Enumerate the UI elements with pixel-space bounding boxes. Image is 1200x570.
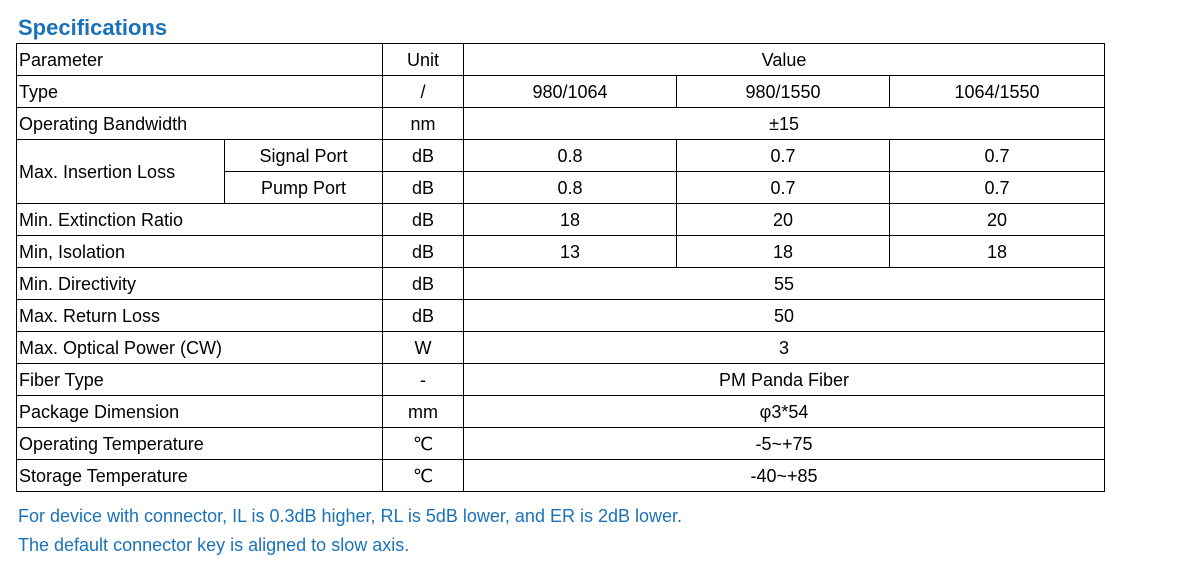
param-label: Storage Temperature — [17, 460, 383, 492]
param-label: Min, Isolation — [17, 236, 383, 268]
unit-cell: ℃ — [383, 460, 464, 492]
table-row-isolation — [17, 236, 1105, 268]
value-cell: -40~+85 — [464, 460, 1105, 492]
param-label: Max. Return Loss — [17, 300, 383, 332]
value-cell: 50 — [464, 300, 1105, 332]
table-row-fiber-type — [17, 364, 1105, 396]
value-cell: 18 — [677, 236, 890, 268]
unit-cell: dB — [383, 268, 464, 300]
table-row-operating-bandwidth — [17, 108, 1105, 140]
value-cell: 55 — [464, 268, 1105, 300]
table-row-type — [17, 76, 1105, 108]
param-label: Max. Optical Power (CW) — [17, 332, 383, 364]
value-cell: 0.7 — [677, 172, 890, 204]
param-label: Fiber Type — [17, 364, 383, 396]
header-value: Value — [464, 44, 1105, 76]
param-label: Min. Directivity — [17, 268, 383, 300]
unit-cell: nm — [383, 108, 464, 140]
table-row-storage-temperature — [17, 460, 1105, 492]
value-cell: 18 — [464, 204, 677, 236]
unit-cell: / — [383, 76, 464, 108]
note-connector-key: The default connector key is aligned to slow axis. — [18, 535, 410, 555]
sub-param-label: Signal Port — [225, 140, 383, 172]
value-cell: 1064/1550 — [890, 76, 1105, 108]
table-row-extinction-ratio — [17, 204, 1105, 236]
table-row-return-loss — [17, 300, 1105, 332]
value-cell: 980/1550 — [677, 76, 890, 108]
param-label: Operating Temperature — [17, 428, 383, 460]
unit-cell: dB — [383, 236, 464, 268]
value-cell: 3 — [464, 332, 1105, 364]
value-cell: 0.7 — [677, 140, 890, 172]
param-label: Min. Extinction Ratio — [17, 204, 383, 236]
param-label: Operating Bandwidth — [17, 108, 383, 140]
value-cell: 13 — [464, 236, 677, 268]
unit-cell: dB — [383, 172, 464, 204]
value-cell: 0.7 — [890, 172, 1105, 204]
value-cell: φ3*54 — [464, 396, 1105, 428]
unit-cell: ℃ — [383, 428, 464, 460]
table-row-operating-temperature — [17, 428, 1105, 460]
table-row-insertion-loss-signal — [17, 140, 1105, 172]
page-title: Specifications — [18, 15, 168, 40]
value-cell: PM Panda Fiber — [464, 364, 1105, 396]
header-unit: Unit — [383, 44, 464, 76]
header-row — [17, 44, 1105, 76]
value-cell: -5~+75 — [464, 428, 1105, 460]
value-cell: 20 — [677, 204, 890, 236]
specifications-table — [16, 43, 1105, 492]
unit-cell: dB — [383, 204, 464, 236]
unit-cell: dB — [383, 300, 464, 332]
value-cell: 980/1064 — [464, 76, 677, 108]
unit-cell: mm — [383, 396, 464, 428]
sub-param-label: Pump Port — [225, 172, 383, 204]
value-cell: 0.8 — [464, 140, 677, 172]
value-cell: 0.7 — [890, 140, 1105, 172]
param-label: Type — [17, 76, 383, 108]
value-cell: 0.8 — [464, 172, 677, 204]
note-connector: For device with connector, IL is 0.3dB higher, RL is 5dB lower, and ER is 2dB lower. — [18, 506, 683, 526]
param-label: Package Dimension — [17, 396, 383, 428]
value-cell: ±15 — [464, 108, 1105, 140]
table-row-package-dimension — [17, 396, 1105, 428]
header-parameter: Parameter — [17, 44, 383, 76]
table-row-optical-power — [17, 332, 1105, 364]
value-cell: 20 — [890, 204, 1105, 236]
table-row-directivity — [17, 268, 1105, 300]
unit-cell: dB — [383, 140, 464, 172]
unit-cell: W — [383, 332, 464, 364]
value-cell: 18 — [890, 236, 1105, 268]
param-label: Max. Insertion Loss — [17, 140, 225, 204]
unit-cell: - — [383, 364, 464, 396]
